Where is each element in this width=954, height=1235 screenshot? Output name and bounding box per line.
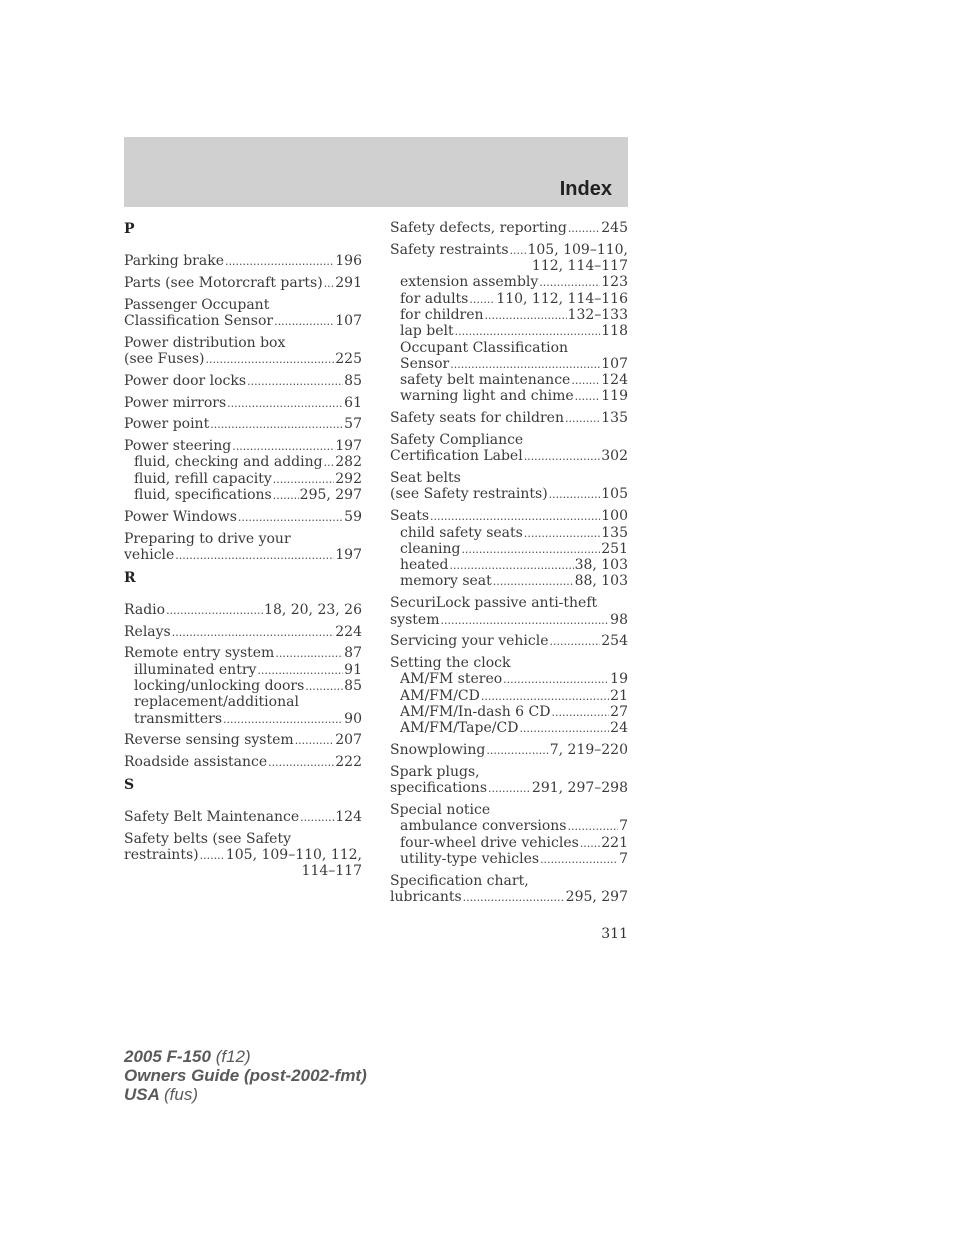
- page-ref: 222: [335, 754, 362, 771]
- index-line: [390, 242, 628, 258]
- index-subentry: [390, 720, 628, 736]
- index-entry: [390, 742, 628, 758]
- index-line: [390, 432, 628, 448]
- footer-model-code: (f12): [215, 1047, 251, 1066]
- index-subentry: [390, 274, 628, 290]
- index-line: [124, 253, 362, 269]
- index-subentry: [124, 471, 362, 487]
- page-ref: 7, 219–220: [549, 742, 628, 759]
- footer-line-model: [124, 1047, 367, 1066]
- index-line: [124, 847, 362, 863]
- entry-term: Power point: [124, 416, 210, 433]
- leader-dots: [461, 542, 600, 557]
- entry-term: Safety seats for children: [390, 410, 564, 427]
- leader-dots: [430, 509, 600, 524]
- section-letter: S: [124, 776, 135, 793]
- entry-term: safety belt maintenance: [400, 372, 571, 389]
- page-ref: 295, 297: [565, 888, 628, 905]
- index-line: [124, 754, 362, 770]
- entry-term: child safety seats: [400, 524, 523, 541]
- index-line: [390, 873, 628, 889]
- index-entry: [124, 509, 362, 525]
- leader-dots: [273, 488, 299, 503]
- page-ref: 207: [335, 732, 362, 749]
- index-subentry: [124, 454, 362, 470]
- entry-term: Parking brake: [124, 253, 224, 269]
- leader-dots: [275, 646, 343, 661]
- index-entry: [124, 809, 362, 825]
- leader-dots: [225, 254, 334, 269]
- section-title: Index: [559, 178, 612, 200]
- index-line: [390, 633, 628, 649]
- footer-region: USA: [124, 1085, 160, 1104]
- index-line-continuation: [124, 863, 362, 879]
- leader-dots: [206, 352, 335, 367]
- index-subentry: [390, 573, 628, 589]
- entry-term: Radio: [124, 601, 166, 618]
- page-ref: 18, 20, 23, 26: [264, 601, 362, 618]
- leader-dots: [295, 733, 335, 748]
- index-line: [390, 508, 628, 524]
- entry-term: Occupant Classification: [400, 339, 569, 356]
- index-line: [124, 732, 362, 748]
- index-entry: [390, 633, 628, 649]
- entry-term: restraints): [124, 847, 199, 864]
- entry-term: Safety Belt Maintenance: [124, 808, 300, 825]
- index-subentry: [390, 851, 628, 867]
- index-entry: [124, 645, 362, 726]
- leader-dots: [227, 396, 343, 411]
- index-entry: [124, 395, 362, 411]
- entry-term: heated: [400, 557, 449, 574]
- leader-dots: [450, 558, 574, 573]
- entry-term: AM/FM/CD: [400, 687, 480, 704]
- entry-term: fluid, refill capacity: [134, 470, 272, 487]
- page-ref: 225: [335, 350, 362, 367]
- index-entry: [124, 754, 362, 770]
- entry-term: Power mirrors: [124, 394, 227, 411]
- page-ref: 119: [601, 388, 628, 405]
- page-ref: 7: [619, 818, 628, 835]
- page-ref: 87: [344, 645, 362, 662]
- page-ref: 107: [335, 312, 362, 329]
- footer-model: 2005 F-150: [124, 1047, 211, 1066]
- index-subentry: [390, 291, 628, 307]
- entry-term: Roadside assistance: [124, 754, 268, 771]
- page-ref: 19: [610, 671, 628, 688]
- leader-dots: [568, 221, 600, 236]
- entry-term: lubricants: [390, 888, 462, 905]
- entry-term: AM/FM stereo: [400, 671, 503, 688]
- index-subentry: [390, 818, 628, 834]
- index-line: [390, 889, 628, 905]
- index-line: [124, 645, 362, 661]
- page-ref: 21: [610, 687, 628, 704]
- index-line: [124, 351, 362, 367]
- leader-dots: [175, 548, 334, 563]
- leader-dots: [166, 603, 263, 618]
- footer-region-code: (fus): [164, 1085, 198, 1104]
- entry-term: replacement/additional: [134, 694, 299, 711]
- page-ref: 88, 103: [574, 573, 628, 590]
- index-subentry: [390, 307, 628, 323]
- page-ref: 110, 112, 114–116: [496, 290, 628, 307]
- entry-term: Servicing your vehicle: [390, 633, 549, 650]
- leader-dots: [274, 314, 334, 329]
- index-line: [390, 764, 628, 780]
- index-subentry: [390, 372, 628, 388]
- entry-term: Power Windows: [124, 508, 237, 525]
- page-ref: 100: [601, 508, 628, 525]
- page-ref: 254: [601, 633, 628, 650]
- leader-dots: [200, 848, 225, 863]
- section-letter: R: [124, 569, 136, 586]
- index-entry: [390, 655, 628, 736]
- entry-term: Parts (see Motorcraft parts): [124, 274, 323, 291]
- index-column-right: [390, 220, 628, 911]
- page-ref: 85: [344, 677, 362, 694]
- page-ref: 124: [335, 808, 362, 825]
- footer-guide: Owners Guide (post-2002-fmt): [124, 1066, 367, 1085]
- index-subentry: [390, 557, 628, 573]
- leader-dots: [232, 439, 334, 454]
- index-column-left: [124, 220, 362, 885]
- index-entry: [124, 275, 362, 291]
- index-entry: [124, 624, 362, 640]
- page-ref: 221: [601, 834, 628, 851]
- entry-term: Safety restraints: [390, 241, 509, 258]
- page-ref: 7: [619, 850, 628, 867]
- section-letter: P: [124, 221, 135, 237]
- entry-term: Snowplowing: [390, 742, 486, 759]
- index-subentry: [390, 704, 628, 720]
- page-ref: 105, 109–110, 112,: [225, 847, 362, 864]
- entry-term: lap belt: [400, 323, 454, 340]
- entry-term: Seats: [390, 508, 430, 525]
- entry-term: memory seat: [400, 573, 492, 590]
- index-entry: [124, 297, 362, 330]
- index-entry: [124, 335, 362, 368]
- leader-dots: [481, 689, 609, 704]
- section-header-band: [124, 137, 628, 207]
- entry-term: system: [390, 611, 440, 628]
- entry-term: Power distribution box: [124, 334, 286, 351]
- footer-line-region: [124, 1085, 367, 1104]
- index-entry: [390, 873, 628, 906]
- index-entry: [124, 438, 362, 503]
- page-ref: 114–117: [301, 863, 362, 880]
- leader-dots: [210, 417, 343, 432]
- index-entry: [390, 764, 628, 797]
- entry-term: for adults: [400, 290, 469, 307]
- index-line: [390, 655, 628, 671]
- entry-term: four-wheel drive vehicles: [400, 834, 579, 851]
- index-entry: [390, 508, 628, 589]
- index-entry: [390, 595, 628, 628]
- entry-term: AM/FM/In-dash 6 CD: [400, 704, 551, 721]
- entry-term: Spark plugs,: [390, 763, 480, 780]
- leader-dots: [580, 836, 600, 851]
- page-ref: 59: [344, 508, 362, 525]
- entry-term: Power door locks: [124, 372, 247, 389]
- index-line: [390, 486, 628, 502]
- index-subentry: [390, 671, 628, 687]
- page-ref: 302: [601, 448, 628, 465]
- entry-term: Safety defects, reporting: [390, 220, 567, 236]
- leader-dots: [268, 755, 334, 770]
- page-ref: 38, 103: [574, 557, 628, 574]
- entry-term: for children: [400, 306, 484, 323]
- page-ref: 118: [601, 323, 628, 340]
- index-line: [124, 335, 362, 351]
- page-ref: 90: [344, 710, 362, 727]
- page-ref: 196: [335, 253, 362, 269]
- index-entry: [390, 470, 628, 503]
- leader-dots: [485, 308, 567, 323]
- index-entry: [124, 373, 362, 389]
- entry-term: Remote entry system: [124, 645, 275, 662]
- leader-dots: [223, 712, 343, 727]
- index-line: [390, 802, 628, 818]
- entry-term: illuminated entry: [134, 661, 257, 678]
- index-entry: [390, 242, 628, 405]
- leader-dots: [488, 781, 531, 796]
- index-entry: [390, 410, 628, 426]
- leader-dots: [450, 357, 600, 372]
- page-ref: 197: [335, 546, 362, 563]
- entry-term: Power steering: [124, 438, 232, 455]
- index-line: [124, 373, 362, 389]
- leader-dots: [247, 374, 343, 389]
- leader-dots: [238, 510, 343, 525]
- page-ref: 132–133: [567, 306, 628, 323]
- entry-term: warning light and chime: [400, 388, 574, 405]
- index-line: [124, 509, 362, 525]
- leader-dots: [519, 721, 609, 736]
- entry-term: cleaning: [400, 540, 461, 557]
- leader-dots: [575, 389, 601, 404]
- page-ref: 135: [601, 524, 628, 541]
- leader-dots: [172, 625, 335, 640]
- index-line: [124, 297, 362, 313]
- leader-dots: [551, 705, 609, 720]
- index-subentry: [124, 711, 362, 727]
- entry-term: fluid, checking and adding: [134, 454, 323, 471]
- leader-dots: [455, 324, 601, 339]
- page-ref: 61: [344, 394, 362, 411]
- index-entry: [124, 253, 362, 269]
- leader-dots: [567, 819, 618, 834]
- page-ref: 105, 109–110,: [527, 241, 628, 258]
- footer-line-guide: [124, 1066, 367, 1085]
- entry-term: specifications: [390, 780, 488, 797]
- index-entry: [390, 432, 628, 465]
- leader-dots: [510, 243, 527, 258]
- leader-dots: [324, 276, 335, 291]
- leader-dots: [540, 852, 618, 867]
- index-subentry: [390, 688, 628, 704]
- page-ref: 295, 297: [299, 487, 362, 504]
- page-number: 311: [601, 926, 628, 942]
- entry-term: Reverse sensing system: [124, 732, 294, 749]
- index-subentry: [390, 835, 628, 851]
- page-ref: 112, 114–117: [531, 258, 628, 275]
- entry-term: utility-type vehicles: [400, 850, 540, 867]
- leader-dots: [257, 663, 343, 678]
- entry-term: extension assembly: [400, 274, 539, 291]
- index-subentry: [390, 525, 628, 541]
- entry-term: Setting the clock: [390, 655, 511, 672]
- entry-term: Special notice: [390, 802, 491, 818]
- leader-dots: [539, 275, 600, 290]
- index-entry: [124, 416, 362, 432]
- page-ref: 27: [610, 704, 628, 721]
- index-subentry: [390, 541, 628, 557]
- page-ref: 224: [335, 623, 362, 640]
- leader-dots: [571, 373, 600, 388]
- index-line: [124, 416, 362, 432]
- entry-term: AM/FM/Tape/CD: [400, 720, 519, 737]
- index-line: [124, 602, 362, 618]
- leader-dots: [324, 455, 335, 470]
- index-line: [390, 410, 628, 426]
- index-subentry: [390, 340, 628, 356]
- index-subentry: [124, 487, 362, 503]
- index-subentry: [124, 678, 362, 694]
- page-ref: 135: [601, 410, 628, 427]
- page-ref: 24: [610, 720, 628, 737]
- entry-term: locking/unlocking doors: [134, 677, 305, 694]
- page-ref: 245: [601, 220, 628, 236]
- page-ref: 291: [335, 274, 362, 291]
- index-line: [124, 438, 362, 454]
- leader-dots: [486, 743, 548, 758]
- index-line: [124, 531, 362, 547]
- page-ref: 91: [344, 661, 362, 678]
- entry-term: Classification Sensor: [124, 312, 274, 329]
- index-line: [124, 547, 362, 563]
- index-line: [124, 395, 362, 411]
- index-line: [390, 612, 628, 628]
- entry-term: Specification chart,: [390, 872, 529, 889]
- index-entry: [124, 831, 362, 880]
- entry-term: Passenger Occupant: [124, 296, 270, 313]
- entry-term: Seat belts: [390, 470, 461, 487]
- index-entry: [390, 802, 628, 867]
- leader-dots: [524, 526, 600, 541]
- page-ref: 123: [601, 274, 628, 291]
- index-subentry: [124, 662, 362, 678]
- entry-term: (see Safety restraints): [390, 486, 548, 503]
- page-ref: 292: [335, 470, 362, 487]
- page-ref: 85: [344, 372, 362, 389]
- document-footer: [124, 1047, 367, 1104]
- leader-dots: [273, 472, 335, 487]
- leader-dots: [550, 634, 601, 649]
- index-entry: [124, 602, 362, 618]
- index-line: [124, 831, 362, 847]
- index-line: [390, 220, 628, 236]
- index-entry: [124, 732, 362, 748]
- leader-dots: [565, 411, 600, 426]
- entry-term: ambulance conversions: [400, 818, 567, 835]
- entry-term: Preparing to drive your: [124, 530, 291, 547]
- page-ref: 282: [335, 454, 362, 471]
- index-subentry: [390, 356, 628, 372]
- index-line: [124, 809, 362, 825]
- index-line: [390, 470, 628, 486]
- leader-dots: [503, 672, 609, 687]
- page-ref: 197: [335, 438, 362, 455]
- index-line: [390, 448, 628, 464]
- entry-term: vehicle: [124, 546, 175, 563]
- leader-dots: [305, 679, 343, 694]
- index-line-continuation: [390, 258, 628, 274]
- entry-term: Certification Label: [390, 448, 523, 465]
- leader-dots: [463, 890, 565, 905]
- entry-term: Safety Compliance: [390, 432, 524, 449]
- index-line: [124, 275, 362, 291]
- leader-dots: [440, 613, 609, 628]
- index-line: [390, 595, 628, 611]
- index-entry: [124, 531, 362, 564]
- page-ref: 251: [601, 540, 628, 557]
- leader-dots: [524, 449, 601, 464]
- entry-term: transmitters: [134, 710, 223, 727]
- index-line: [124, 313, 362, 329]
- index-line: [390, 780, 628, 796]
- page-ref: 291, 297–298: [531, 780, 628, 797]
- entry-term: (see Fuses): [124, 350, 205, 367]
- leader-dots: [549, 487, 601, 502]
- index-subentry: [390, 388, 628, 404]
- page-ref: 57: [344, 416, 362, 433]
- page-ref: 124: [601, 372, 628, 389]
- leader-dots: [300, 810, 334, 825]
- index-entry: [390, 220, 628, 236]
- entry-term: Sensor: [400, 355, 450, 372]
- index-line: [124, 624, 362, 640]
- entry-term: fluid, specifications: [134, 487, 272, 504]
- index-subentry: [390, 323, 628, 339]
- index-subentry: [124, 694, 362, 710]
- entry-term: Safety belts (see Safety: [124, 830, 291, 847]
- index-line: [390, 742, 628, 758]
- leader-dots: [469, 292, 495, 307]
- leader-dots: [493, 574, 574, 589]
- page-ref: 98: [610, 611, 628, 628]
- page-ref: 107: [601, 355, 628, 372]
- page-ref: 105: [601, 486, 628, 503]
- entry-term: Relays: [124, 623, 171, 640]
- entry-term: SecuriLock passive anti-theft: [390, 595, 598, 612]
